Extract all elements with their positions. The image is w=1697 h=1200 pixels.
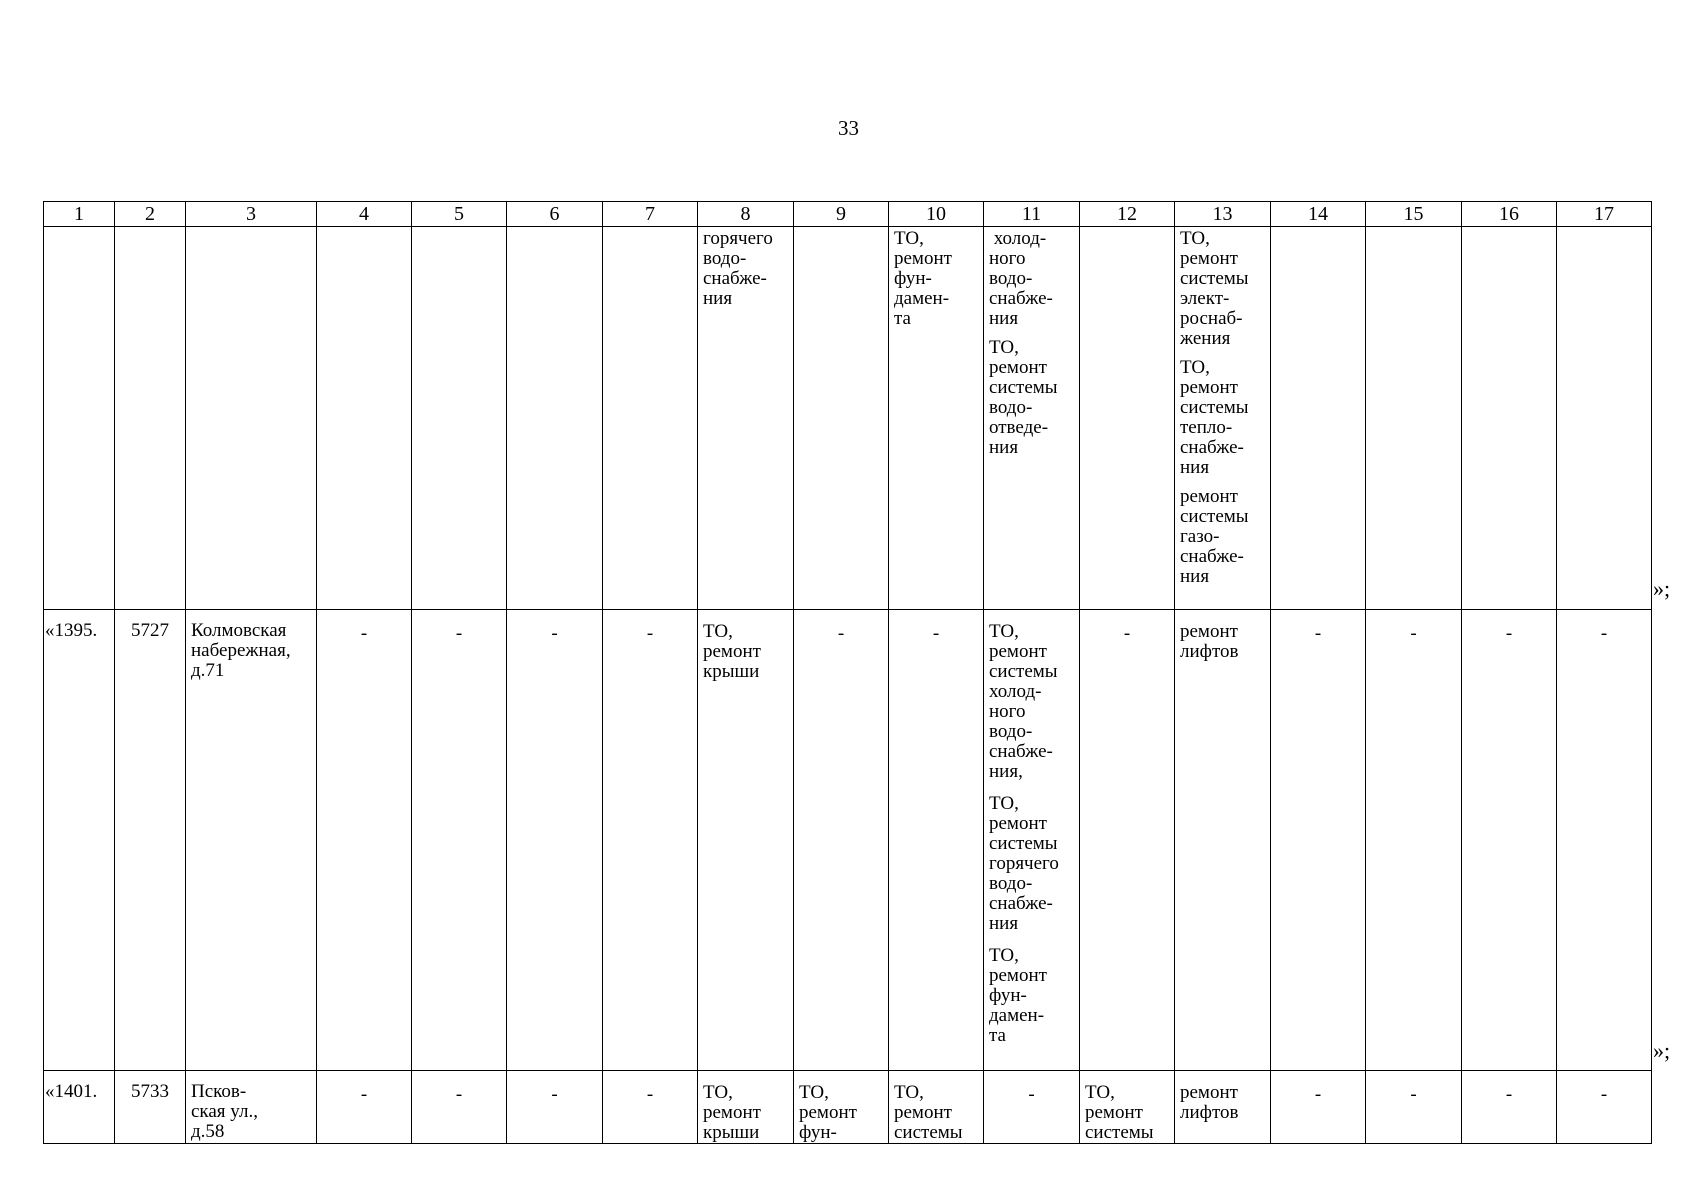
table-cell bbox=[44, 1071, 115, 1144]
row-closing-mark: »; bbox=[1653, 576, 1671, 601]
cell-text: ТО, ремонт крыши bbox=[703, 621, 761, 682]
table-cell bbox=[984, 610, 1080, 1071]
table-cell bbox=[603, 227, 698, 610]
cell-text: ТО, ремонт системы элект- роснаб- жения bbox=[1180, 228, 1249, 349]
cell-text: - bbox=[551, 623, 558, 644]
table-cell bbox=[1175, 610, 1271, 1071]
table-cell bbox=[794, 1071, 889, 1144]
table-cell bbox=[1557, 610, 1652, 1071]
repair-schedule-table bbox=[43, 201, 1652, 1144]
column-number: 10 bbox=[889, 202, 984, 227]
table-cell bbox=[115, 1071, 186, 1144]
cell-text: ТО, ремонт системы bbox=[1085, 1082, 1154, 1143]
table-cell bbox=[889, 610, 984, 1071]
table-cell bbox=[186, 227, 317, 610]
table-cell bbox=[984, 1071, 1080, 1144]
cell-text: - bbox=[1410, 623, 1417, 644]
cell-text: - bbox=[360, 1084, 368, 1105]
table-cell bbox=[1080, 1071, 1175, 1144]
cell-text: - bbox=[1123, 623, 1131, 644]
cell-text: ТО, ремонт системы холод- ного водо- снабже- ния, bbox=[989, 621, 1058, 782]
cell-text: - bbox=[1600, 623, 1608, 644]
column-number: 4 bbox=[317, 202, 412, 227]
cell-text: ТО, ремонт фун- дамен- та bbox=[989, 945, 1047, 1046]
cell-text: - bbox=[837, 623, 845, 644]
table-row bbox=[44, 610, 1652, 1071]
table-cell bbox=[44, 610, 115, 1071]
cell-text: Колмовская набережная, д.71 bbox=[191, 620, 291, 681]
column-number: 1 bbox=[44, 202, 115, 227]
cell-text: - bbox=[360, 623, 368, 644]
cell-text: 5733 bbox=[131, 1081, 169, 1102]
table-cell bbox=[603, 610, 698, 1071]
table-cell bbox=[412, 227, 507, 610]
table-cell bbox=[507, 1071, 603, 1144]
cell-text: ТО, ремонт крыши bbox=[703, 1082, 761, 1143]
cell-text: - bbox=[1600, 1084, 1608, 1105]
table-row bbox=[44, 227, 1652, 610]
cell-text: Псков- ская ул., д.58 bbox=[191, 1081, 258, 1142]
table-cell bbox=[794, 227, 889, 610]
cell-text: ТО, ремонт системы водо- отведе- ния bbox=[989, 337, 1058, 458]
table-cell bbox=[317, 1071, 412, 1144]
cell-text: горячего водо- снабже- ния bbox=[703, 228, 773, 309]
table-cell bbox=[1175, 1071, 1271, 1144]
table-cell bbox=[1175, 227, 1271, 610]
table-cell bbox=[1462, 227, 1557, 610]
column-number: 7 bbox=[603, 202, 698, 227]
table-cell bbox=[1366, 227, 1462, 610]
table-cell bbox=[1366, 610, 1462, 1071]
table-cell bbox=[317, 610, 412, 1071]
cell-text: ремонт лифтов bbox=[1180, 1082, 1239, 1123]
column-number: 11 bbox=[984, 202, 1080, 227]
table-row bbox=[44, 1071, 1652, 1144]
column-number: 15 bbox=[1366, 202, 1462, 227]
cell-text: - bbox=[1314, 623, 1322, 644]
column-number: 2 bbox=[115, 202, 186, 227]
table-cell bbox=[794, 610, 889, 1071]
cell-text: ТО, ремонт системы тепло- снабже- ния bbox=[1180, 357, 1249, 478]
page-number: 33 bbox=[838, 116, 859, 140]
table-cell bbox=[186, 1071, 317, 1144]
table-cell bbox=[603, 1071, 698, 1144]
column-number-row bbox=[44, 202, 1652, 227]
cell-text: ТО, ремонт фун- bbox=[799, 1082, 857, 1143]
table-cell bbox=[507, 610, 603, 1071]
cell-text: - bbox=[1314, 1084, 1322, 1105]
cell-text: ремонт системы газо- снабже- ния bbox=[1180, 486, 1249, 587]
table-cell bbox=[1080, 610, 1175, 1071]
table-cell bbox=[1271, 1071, 1366, 1144]
cell-text: - bbox=[932, 623, 940, 644]
column-number: 12 bbox=[1080, 202, 1175, 227]
table-cell bbox=[186, 610, 317, 1071]
table-cell bbox=[1271, 610, 1366, 1071]
cell-text: - bbox=[646, 1084, 654, 1105]
cell-text: - bbox=[455, 623, 463, 644]
cell-text: - bbox=[455, 1084, 463, 1105]
table-cell bbox=[1462, 610, 1557, 1071]
cell-text: - bbox=[1505, 1084, 1513, 1105]
cell-text: «1401. bbox=[45, 1081, 98, 1102]
table-cell bbox=[44, 227, 115, 610]
table-cell bbox=[889, 1071, 984, 1144]
table-cell bbox=[698, 227, 794, 610]
table-cell bbox=[1557, 227, 1652, 610]
column-number: 14 bbox=[1271, 202, 1366, 227]
table-cell bbox=[1557, 1071, 1652, 1144]
column-number: 8 bbox=[698, 202, 794, 227]
table-cell bbox=[1366, 1071, 1462, 1144]
cell-text: - bbox=[1028, 1084, 1035, 1105]
cell-text: ТО, ремонт фун- дамен- та bbox=[894, 228, 952, 329]
column-number: 5 bbox=[412, 202, 507, 227]
table-cell bbox=[1462, 1071, 1557, 1144]
row-closing-mark: »; bbox=[1653, 1038, 1671, 1063]
cell-text: «1395. bbox=[45, 620, 98, 641]
table-cell bbox=[317, 227, 412, 610]
table-cell bbox=[1271, 227, 1366, 610]
table-cell bbox=[412, 1071, 507, 1144]
table-cell bbox=[698, 1071, 794, 1144]
cell-text: - bbox=[551, 1084, 558, 1105]
table-cell bbox=[984, 227, 1080, 610]
table-cell bbox=[115, 227, 186, 610]
column-number: 3 bbox=[186, 202, 317, 227]
table-cell bbox=[412, 610, 507, 1071]
table-cell bbox=[115, 610, 186, 1071]
cell-text: холод- ного водо- снабже- ния bbox=[989, 228, 1053, 329]
cell-text: - bbox=[1505, 623, 1513, 644]
cell-text: - bbox=[646, 623, 654, 644]
column-number: 17 bbox=[1557, 202, 1652, 227]
cell-text: ТО, ремонт системы bbox=[894, 1082, 963, 1143]
table-cell bbox=[698, 610, 794, 1071]
cell-text: ТО, ремонт системы горячего водо- снабже- ния bbox=[989, 793, 1059, 934]
table-cell bbox=[1080, 227, 1175, 610]
table-cell bbox=[507, 227, 603, 610]
column-number: 16 bbox=[1462, 202, 1557, 227]
column-number: 9 bbox=[794, 202, 889, 227]
column-number: 13 bbox=[1175, 202, 1271, 227]
cell-text: - bbox=[1410, 1084, 1417, 1105]
cell-text: ремонт лифтов bbox=[1180, 621, 1239, 662]
column-number: 6 bbox=[507, 202, 603, 227]
cell-text: 5727 bbox=[131, 620, 169, 641]
table-cell bbox=[889, 227, 984, 610]
